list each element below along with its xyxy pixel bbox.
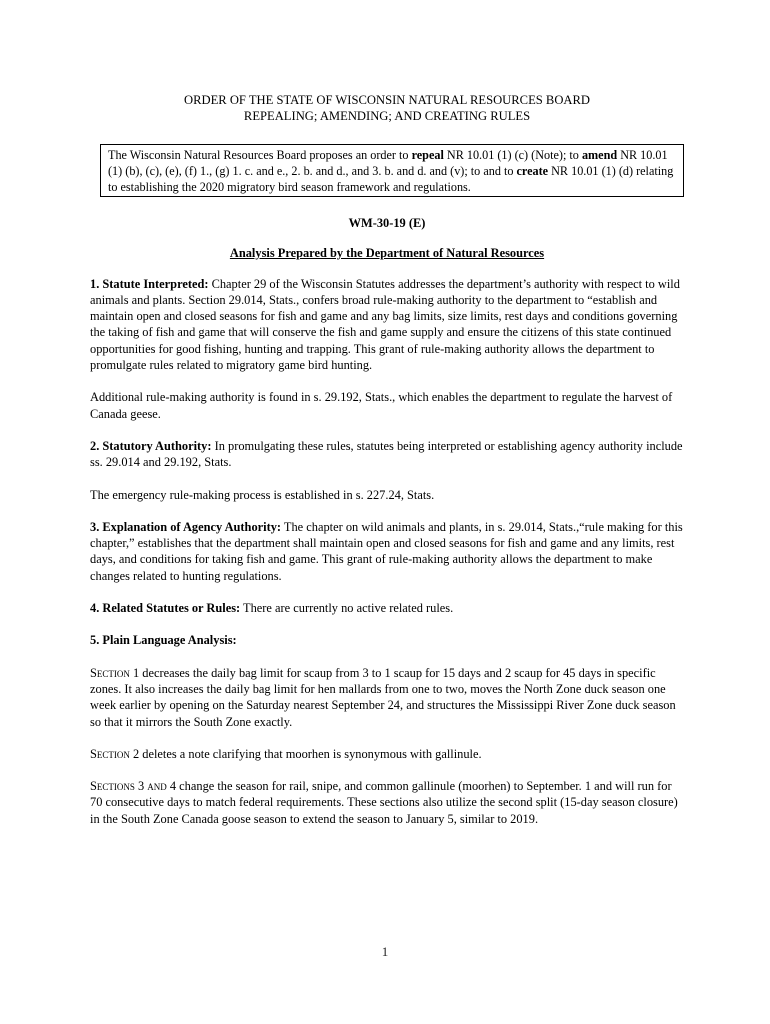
section-4-heading: 4. Related Statutes or Rules: — [90, 601, 241, 616]
summary-repeal: repeal — [411, 148, 444, 162]
summary-text-4: NR 10.01 (1) (d) relating to establishing the 2020 migratory bird season framework and regulations. — [108, 164, 674, 194]
section-4-paragraph — [90, 600, 684, 616]
summary-box — [100, 144, 684, 197]
page-number: 1 — [381, 944, 389, 959]
section-1-extra: Additional rule-making authority is found in s. 29.192, Stats., which enables the department to regulate the harvest of Canada geese. — [90, 390, 673, 421]
summary-amend: amend — [581, 148, 618, 162]
plain-language-section-2 — [90, 746, 684, 762]
plain-language-section-1 — [90, 665, 684, 730]
section-1-paragraph — [90, 276, 684, 374]
section-2-text: In promulgating these rules, statutes being interpreted or establishing agency authority include ss. 29.014 and 29.192, Stats. — [90, 438, 683, 470]
section-2-paragraph — [90, 438, 684, 471]
section-1-text: Chapter 29 of the Wisconsin Statutes addresses the department’s authority with respect to wild animals and plants. Section 29.014, Stats., confers broad rule-making authority to the department to “establish and maintain open and closed seasons for fish and game and any bag limits, size limits, rest days and conditions governing the taking of fish and game that will conserve the fish and game supply and ensure the citizens of this state continued opportunities for good fishing, hunting and trapping. This grant of rule-making authority allows the department to promulgate rules related to migratory game bird hunting. — [90, 276, 680, 373]
sec1-text: decreases the daily bag limit for scaup from 3 to 1 scaup for 15 days and 2 scaup for 45 days in specific zones. It also increases the daily bag limit for hen mallards from one to two, moves the North Zone duck season one week earlier by opening on the Saturday nearest September 24, and structures the Mississippi River Zone duck season so that it mirrors the South Zone exactly. — [90, 665, 676, 729]
section-1-heading: 1. Statute Interpreted: — [90, 276, 209, 291]
title-line-2: REPEALING; AMENDING; AND CREATING RULES — [243, 109, 531, 123]
section-3-paragraph — [90, 519, 684, 584]
document-page — [90, 92, 684, 827]
summary-text-2: NR 10.01 (1) (c) (Note); to — [443, 148, 582, 162]
section-4-text: There are currently no active related rules. — [240, 601, 454, 616]
title-line-1: ORDER OF THE STATE OF WISCONSIN NATURAL RESOURCES BOARD — [184, 93, 590, 107]
section-5-heading — [90, 632, 684, 648]
sec1-label: Section 1 — [90, 665, 140, 680]
sec2-text: deletes a note clarifying that moorhen is synonymous with gallinule. — [139, 746, 482, 761]
summary-text-1: The Wisconsin Natural Resources Board proposes an order to — [108, 148, 412, 162]
analysis-heading: Analysis Prepared by the Department of Natural Resources — [229, 246, 545, 261]
section-2-heading: 2. Statutory Authority: — [90, 438, 212, 453]
summary-text-3: NR 10.01 (1) (b), (c), (e), (f) 1., (g) 1. c. and e., 2. b. and d., and 3. b. and d. and (v); to and to — [108, 148, 668, 178]
section-3-text: The chapter on wild animals and plants, in s. 29.014, Stats.,“rule making for this chapter,” establishes that the department shall maintain open and closed seasons for fish and game and any limits, rest days, and conditions for taking fish and game. This grant of rule-making authority allows the department to make changes related to hunting regulations. — [90, 519, 683, 583]
sec34-label: Sections 3 and 4 — [90, 779, 177, 794]
sec2-label: Section 2 — [90, 746, 140, 761]
plain-language-sections-3-4 — [90, 778, 684, 827]
summary-create: create — [516, 164, 549, 178]
sec34-text: change the season for rail, snipe, and common gallinule (moorhen) to September. 1 and will run for 70 consecutive days to match federal requirements. These sections also utilize the second split (15-day season closure) in the South Zone Canada goose season to extend the season to January 5, similar to 2019. — [90, 779, 678, 826]
section-5-heading-text: 5. Plain Language Analysis: — [90, 633, 237, 648]
doc-id: WM-30-19 (E) — [348, 216, 426, 230]
section-2-extra: The emergency rule-making process is established in s. 227.24, Stats. — [90, 487, 435, 502]
section-3-heading: 3. Explanation of Agency Authority: — [90, 519, 282, 534]
